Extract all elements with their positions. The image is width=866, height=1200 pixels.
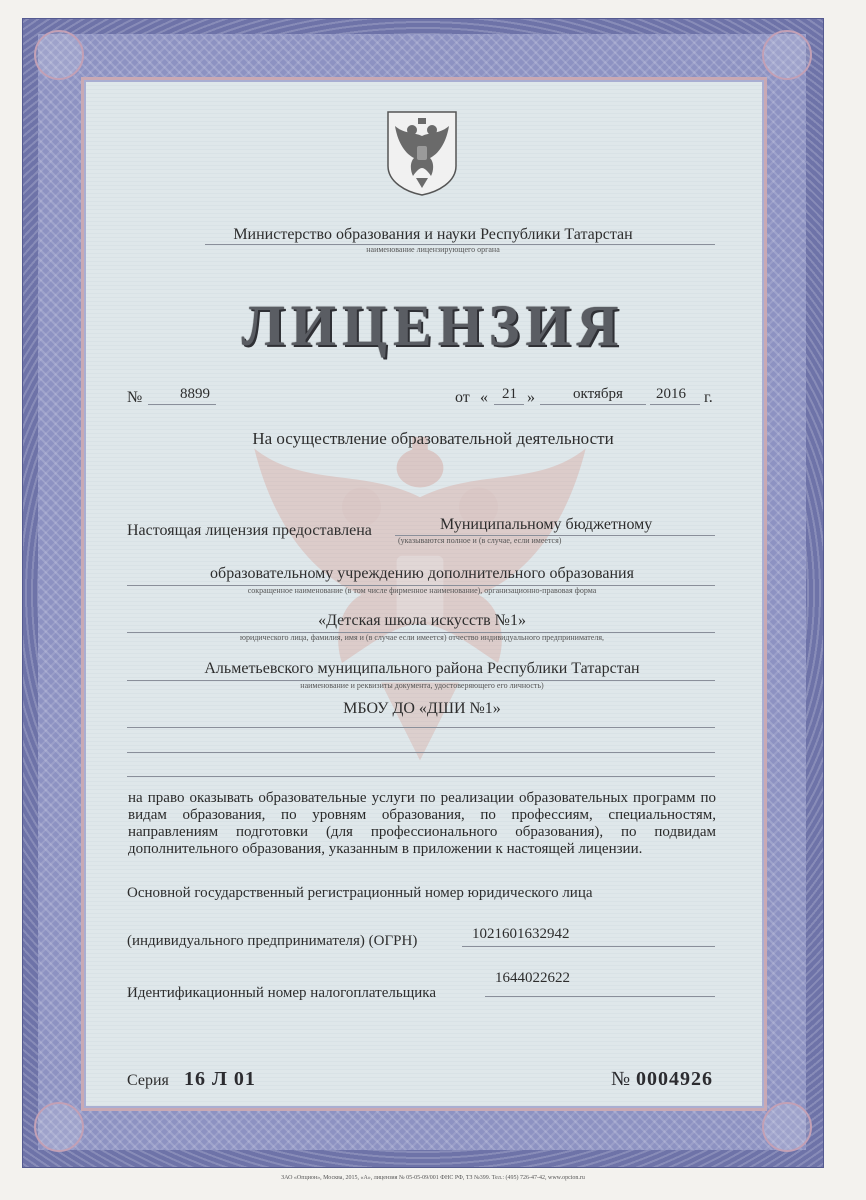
granted-caption-1: (указываются полное и (в случае, если имеется) xyxy=(398,536,562,545)
date-year: 2016 xyxy=(656,386,686,402)
date-from-label: от xyxy=(455,389,470,406)
rosette-bottom-right xyxy=(762,1102,812,1152)
series-value: 16 Л 01 xyxy=(184,1068,256,1090)
ogrn-underline xyxy=(462,946,715,947)
date-month-underline xyxy=(540,404,646,405)
license-number-underline xyxy=(148,404,216,405)
inn-value: 1644022622 xyxy=(495,970,570,986)
authority-name: Министерство образования и науки Республики Татарстан xyxy=(233,226,633,243)
blank-underline-2 xyxy=(127,776,715,777)
granted-caption-4: наименование и реквизиты документа, удостоверяющего его личность) xyxy=(300,681,544,690)
rosette-top-right xyxy=(762,30,812,80)
printer-imprint: ЗАО «Опцион», Москва, 2015, «А», лицензия № 05-05-09/001 ФНС РФ, ТЗ №399. Тел.: (495) 726-47-42, www.opcion.ru xyxy=(281,1175,585,1181)
coat-of-arms-icon xyxy=(386,110,458,196)
granted-line-1: Муниципальному бюджетному xyxy=(440,516,653,533)
activity-type: На осуществление образовательной деятельности xyxy=(252,429,614,448)
ogrn-value: 1021601632942 xyxy=(472,926,570,942)
granted-caption-3: юридического лица, фамилия, имя и (в случае если имеется) отчество индивидуального предпринимателя, xyxy=(239,633,605,642)
granted-underline-5 xyxy=(127,727,715,728)
ogrn-label-1: Основной государственный регистрационный номер юридического лица xyxy=(127,885,593,901)
date-quote-open: « xyxy=(480,389,488,406)
granted-line-5: МБОУ ДО «ДШИ №1» xyxy=(343,700,501,717)
blank-number: 0004926 xyxy=(636,1068,713,1090)
ogrn-label-2: (индивидуального предпринимателя) (ОГРН) xyxy=(127,933,418,949)
granted-caption-2: сокращенное наименование (в том числе фирменное наименование), организационно-правовая форма xyxy=(247,586,597,595)
date-day-underline xyxy=(494,404,524,405)
granted-label: Настоящая лицензия предоставлена xyxy=(127,522,372,539)
blank-number-label: № xyxy=(611,1068,631,1090)
document-title: ЛИЦЕНЗИЯ xyxy=(241,293,625,358)
date-day: 21 xyxy=(502,386,517,402)
date-month: октября xyxy=(573,386,623,402)
blank-underline-1 xyxy=(127,752,715,753)
granted-line-4: Альметьевского муниципального района Республики Татарстан xyxy=(204,660,640,677)
rosette-bottom-left xyxy=(34,1102,84,1152)
rosette-top-left xyxy=(34,30,84,80)
date-quote-close: » xyxy=(527,389,535,406)
inn-label: Идентификационный номер налогоплательщика xyxy=(127,985,437,1001)
license-number: 8899 xyxy=(180,386,210,402)
authority-caption: наименование лицензирующего органа xyxy=(366,245,500,254)
rights-paragraph: на право оказывать образовательные услуги по реализации образовательных программ по видам образования, по уровням образования, по профессиям, специальностям, направлениям подготовки (для профессионального образования), по подвидам дополнительного образования, указанным в приложении к настоящей лицензии. xyxy=(128,790,716,857)
series-label: Серия xyxy=(127,1072,169,1089)
date-year-suffix: г. xyxy=(704,389,713,406)
granted-line-2: образовательному учреждению дополнительного образования xyxy=(210,565,634,582)
license-number-label: № xyxy=(127,389,143,406)
granted-line-3: «Детская школа искусств №1» xyxy=(318,612,526,629)
inn-underline xyxy=(485,996,715,997)
date-year-underline xyxy=(650,404,700,405)
